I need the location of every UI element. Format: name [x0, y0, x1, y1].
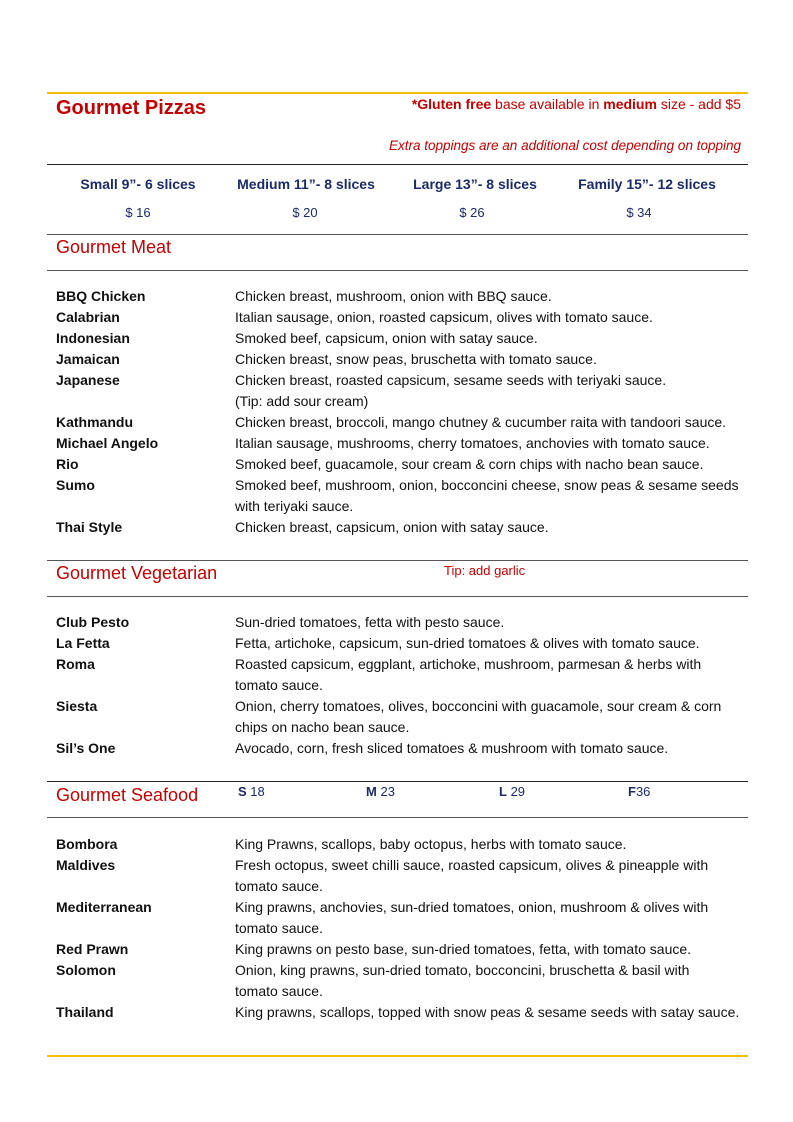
size-large-label: Large 13”- 8 slices: [413, 176, 537, 192]
bottom-gold-rule: [47, 1055, 748, 1057]
item-desc: Smoked beef, capsicum, onion with satay sauce.: [235, 330, 538, 346]
item-name: Japanese: [56, 372, 120, 388]
item-desc: Chicken breast, snow peas, bruschetta with tomato sauce.: [235, 351, 597, 367]
gluten-free-note: [412, 96, 741, 112]
gluten-free-label: *Gluten free: [411, 96, 492, 112]
item-desc: Onion, king prawns, sun-dried tomato, bocconcini, bruschetta & basil with: [235, 962, 690, 978]
meat-divider: [47, 270, 748, 271]
item-desc: Onion, cherry tomatoes, olives, bocconcini with guacamole, sour cream & corn: [235, 698, 722, 714]
seafood-size-large: L: [499, 784, 507, 799]
item-desc: Italian sausage, onion, roasted capsicum, olives with tomato sauce.: [235, 309, 653, 325]
item-desc: King prawns, scallops, topped with snow peas & sesame seeds with satay sauce.: [235, 1004, 740, 1020]
item-name: La Fetta: [56, 635, 110, 651]
extra-toppings-note: Extra toppings are an additional cost depending on topping: [388, 138, 741, 153]
item-desc-line2: tomato sauce.: [235, 920, 323, 936]
size-small-label: Small 9”- 6 slices: [80, 176, 196, 192]
gluten-free-price: size - add $5: [656, 96, 741, 112]
gluten-free-size: medium: [603, 96, 657, 112]
section-title-seafood: Gourmet Seafood: [56, 785, 199, 805]
vegetarian-tip: Tip: add garlic: [444, 563, 526, 578]
item-desc-line2: tomato sauce.: [235, 983, 323, 999]
item-name: Kathmandu: [56, 414, 133, 430]
size-medium-price: $ 20: [292, 205, 318, 220]
seafood-price-medium: [366, 784, 395, 799]
item-desc: King prawns on pesto base, sun-dried tomatoes, fetta, with tomato sauce.: [235, 941, 692, 957]
size-family-label: Family 15”- 12 slices: [578, 176, 716, 192]
item-desc-line2: chips on nacho bean sauce.: [235, 719, 410, 735]
size-small-price: $ 16: [125, 205, 151, 220]
item-name: Thailand: [56, 1004, 114, 1020]
header-divider: [47, 164, 748, 165]
item-name: Michael Angelo: [56, 435, 159, 451]
item-name: Roma: [56, 656, 95, 672]
item-desc: Chicken breast, capsicum, onion with satay sauce.: [235, 519, 549, 535]
seafood-price-small: [238, 784, 265, 799]
item-desc: Chicken breast, broccoli, mango chutney & cucumber raita with tandoori sauce.: [235, 414, 727, 430]
veg-divider: [47, 596, 748, 597]
item-desc: King Prawns, scallops, baby octopus, herbs with tomato sauce.: [235, 836, 627, 852]
seafood-top-divider: [47, 781, 748, 782]
item-name: Jamaican: [56, 351, 120, 367]
seafood-size-family: F: [628, 784, 636, 799]
item-name: Solomon: [56, 962, 116, 978]
section-title-meat: Gourmet Meat: [56, 237, 172, 257]
seafood-medium-value: 23: [380, 784, 395, 799]
item-desc: Avocado, corn, fresh sliced tomatoes & mushroom with tomato sauce.: [235, 740, 669, 756]
item-name: Sil’s One: [56, 740, 116, 756]
item-name: Red Prawn: [56, 941, 129, 957]
item-desc-line2: tomato sauce.: [235, 677, 323, 693]
item-name: Bombora: [56, 836, 118, 852]
item-name: Mediterranean: [56, 899, 152, 915]
section-title-vegetarian: Gourmet Vegetarian: [56, 563, 218, 583]
item-desc: Chicken breast, mushroom, onion with BBQ sauce.: [235, 288, 552, 304]
item-desc: Italian sausage, mushrooms, cherry tomatoes, anchovies with tomato sauce.: [235, 435, 710, 451]
item-name: Indonesian: [56, 330, 130, 346]
size-family-price: $ 34: [626, 205, 652, 220]
item-name: Calabrian: [56, 309, 120, 325]
item-name: Maldives: [56, 857, 116, 873]
item-name: Club Pesto: [56, 614, 130, 630]
item-desc: Sun-dried tomatoes, fetta with pesto sauce.: [235, 614, 505, 630]
size-large-price: $ 26: [459, 205, 485, 220]
item-desc-line2: (Tip: add sour cream): [235, 393, 369, 409]
seafood-price-large: [499, 784, 525, 799]
item-desc: Smoked beef, mushroom, onion, bocconcini cheese, snow peas & sesame seeds: [235, 477, 739, 493]
item-desc: King prawns, anchovies, sun-dried tomatoes, onion, mushroom & olives with: [235, 899, 709, 915]
item-name: Sumo: [56, 477, 95, 493]
seafood-size-small: S: [238, 784, 247, 799]
item-desc: Chicken breast, roasted capsicum, sesame seeds with teriyaki sauce.: [235, 372, 667, 388]
item-desc: Fetta, artichoke, capsicum, sun-dried tomatoes & olives with tomato sauce.: [235, 635, 700, 651]
item-name: Thai Style: [56, 519, 123, 535]
item-name: Rio: [56, 456, 79, 472]
seafood-family-value: 36: [635, 784, 651, 799]
size-medium-label: Medium 11”- 8 slices: [237, 176, 375, 192]
top-gold-rule: [47, 92, 748, 94]
item-desc: Roasted capsicum, eggplant, artichoke, mushroom, parmesan & herbs with: [235, 656, 702, 672]
gluten-free-text: base available in: [491, 96, 604, 112]
veg-top-divider: [47, 560, 748, 561]
item-name: BBQ Chicken: [56, 288, 146, 304]
seafood-price-family: [628, 784, 650, 799]
sizes-divider: [47, 234, 748, 235]
item-name: Siesta: [56, 698, 98, 714]
seafood-divider: [47, 817, 748, 818]
item-desc-line2: tomato sauce.: [235, 878, 323, 894]
seafood-size-medium: M: [366, 784, 377, 799]
seafood-large-value: 29: [510, 784, 526, 799]
page-title: Gourmet Pizzas: [56, 97, 207, 119]
item-desc: Fresh octopus, sweet chilli sauce, roasted capsicum, olives & pineapple with: [235, 857, 709, 873]
item-desc-line2: with teriyaki sauce.: [235, 498, 354, 514]
seafood-small-value: 18: [250, 784, 265, 799]
item-desc: Smoked beef, guacamole, sour cream & corn chips with nacho bean sauce.: [235, 456, 704, 472]
